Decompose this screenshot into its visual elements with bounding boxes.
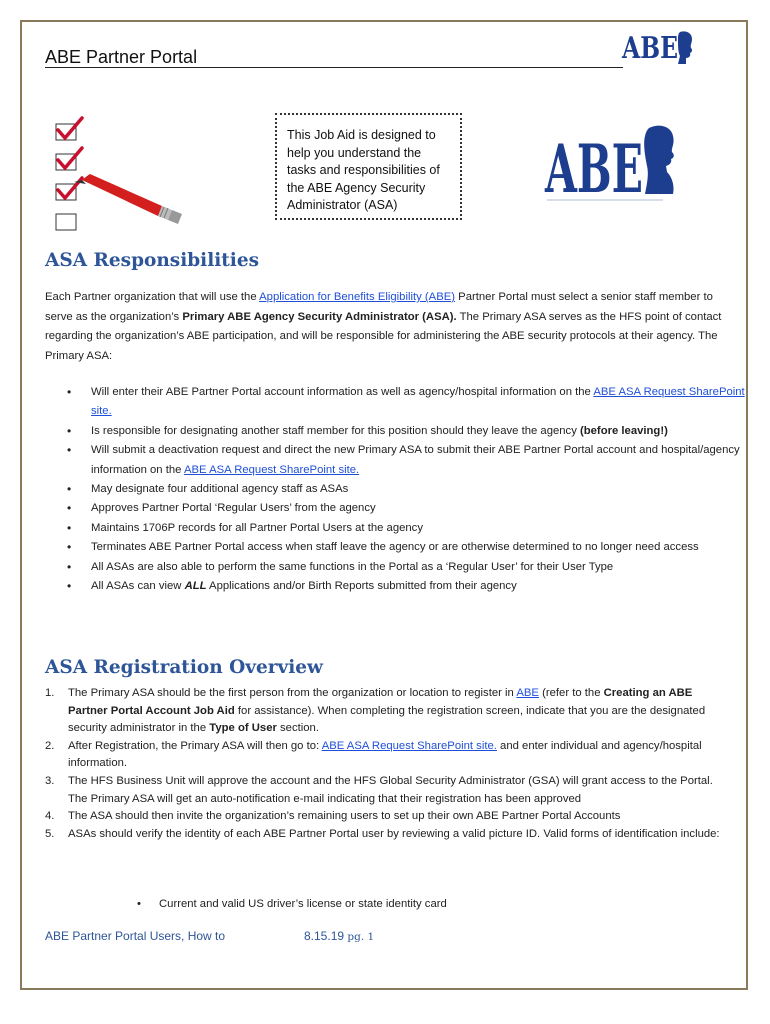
abe-application-link[interactable]: Application for Benefits Eligibility (ABE) <box>259 291 456 303</box>
registration-steps <box>45 685 735 843</box>
abe-logo-small-text: ABE <box>621 31 678 66</box>
checklist-pencil-illustration <box>52 118 192 233</box>
abe-logo-large <box>545 122 685 212</box>
red-pencil-icon <box>74 174 182 224</box>
list-item: • Maintains 1706P records for all Partner Portal Users at the agency <box>45 519 745 538</box>
sharepoint-link[interactable]: ABE ASA Request SharePoint site. <box>183 463 360 476</box>
section-heading-registration: ASA Registration Overview <box>45 657 323 678</box>
step-item: 2. After Registration, the Primary ASA will then go to: ABE ASA Request SharePoint site. and enter individual and agency/hospital information. <box>45 739 702 770</box>
sharepoint-link[interactable]: ABE ASA Request SharePoint site. <box>91 386 745 418</box>
section-heading-responsibilities: ASA Responsibilities <box>45 250 260 271</box>
footer-doc-title: ABE Partner Portal Users, How to <box>45 929 226 943</box>
footer-page-number: pg. 1 <box>344 931 375 943</box>
abe-logo-large-text: ABE <box>544 130 643 208</box>
step-item: 5. ASAs should verify the identity of each ABE Partner Portal user by reviewing a valid picture ID. Valid forms of identification include: <box>45 827 720 840</box>
intro-bold-asa: Primary ABE Agency Security Administrator (ASA). <box>182 310 457 323</box>
step-item: 1. The Primary ASA should be the first person from the organization or location to register in ABE (refer to the Creating an ABE Partner Portal Account Job Aid for assistance). When completing the registration screen, indicate that you are the designated security administrator in the Type of User section. <box>45 687 706 735</box>
intro-text-2: Partner Portal must select a senior staff member to serve as the organization’s <box>45 291 713 323</box>
lincoln-profile-icon <box>644 126 674 194</box>
footer-date: 8.15.19 <box>304 929 345 943</box>
id-forms-bullet: • Current and valid US driver’s license or state identity card <box>159 896 447 913</box>
responsibilities-list <box>45 383 745 596</box>
list-item: • Approves Partner Portal ‘Regular Users’ from the agency <box>45 499 745 518</box>
list-item: • Is responsible for designating another staff member for this position should they leave the agency (before leaving!) <box>45 422 745 441</box>
title-underline <box>45 67 623 68</box>
list-item: • Will submit a deactivation request and direct the new Primary ASA to submit their ABE Partner Portal account and hospital/agency information on the ABE ASA Request SharePoint site. <box>45 441 745 480</box>
checkbox-1-icon <box>56 118 82 140</box>
list-item: • All ASAs can view ALL Applications and/or Birth Reports submitted from their agency <box>45 577 745 596</box>
step-item: 4. The ASA should then invite the organization’s remaining users to set up their own ABE Partner Portal Accounts <box>45 810 621 823</box>
abe-link[interactable]: ABE <box>516 687 539 699</box>
lincoln-silhouette-icon <box>678 31 692 64</box>
list-item: • Terminates ABE Partner Portal access when staff leave the agency or are otherwise determined to no longer need access <box>45 538 745 557</box>
abe-logo-small <box>620 26 700 66</box>
footer-date-page <box>304 929 374 943</box>
checkbox-2-icon <box>56 148 82 170</box>
responsibilities-intro <box>45 288 735 366</box>
job-aid-note-box: This Job Aid is designed to help you understand the tasks and responsibilities of the ABE Agency Security Administrator (ASA) <box>275 113 462 220</box>
sharepoint-link[interactable]: ABE ASA Request SharePoint site. <box>321 739 497 752</box>
intro-text-1: Each Partner organization that will use the <box>45 291 260 303</box>
list-item: • May designate four additional agency staff as ASAs <box>45 480 745 499</box>
checkbox-4-icon <box>56 214 76 230</box>
intro-text-3: The Primary ASA serves as the HFS point of contact regarding the organization’s ABE participation, and will be responsible for administering the ABE security protocols at their agency. The Primary ASA: <box>45 310 722 362</box>
page-title: ABE Partner Portal <box>45 47 198 67</box>
list-item: • Will enter their ABE Partner Portal account information as well as agency/hospital information on the ABE ASA Request SharePoint site. <box>45 383 745 422</box>
step-item: 3. The HFS Business Unit will approve the account and the HFS Global Security Administrator (GSA) will grant access to the Portal. The Primary ASA will get an auto-notification e-mail indicating that their registration has been approved <box>45 774 713 805</box>
list-item: • All ASAs are also able to perform the same functions in the Portal as a ‘Regular User’ for their User Type <box>45 558 745 577</box>
